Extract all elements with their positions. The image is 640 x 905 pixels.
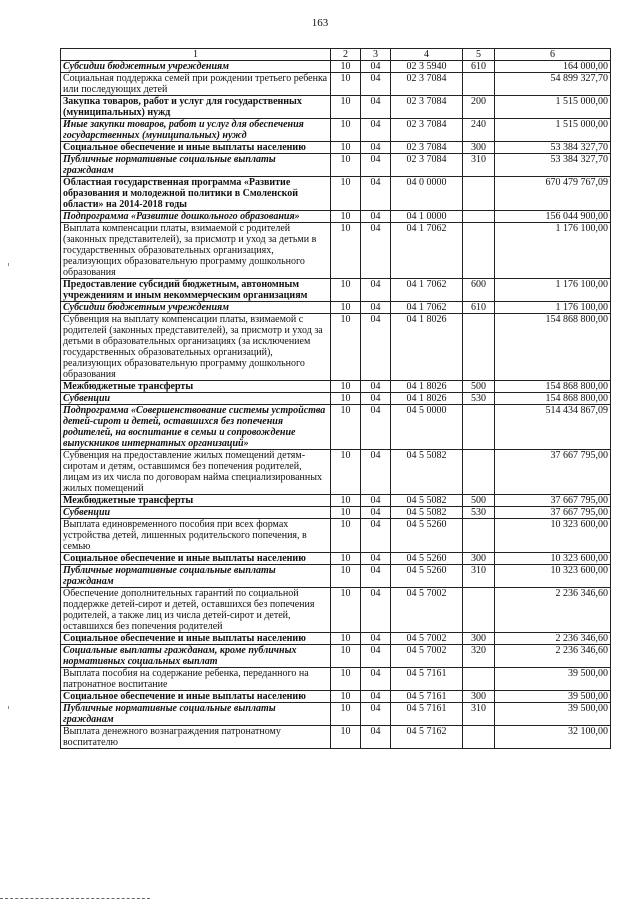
- row-name: Социальные выплаты гражданам, кроме публичных нормативных социальных выплат: [61, 645, 331, 668]
- row-name: Межбюджетные трансферты: [61, 381, 331, 393]
- row-section: 10: [331, 703, 361, 726]
- row-sum: 514 434 867,09: [495, 405, 611, 450]
- table-row: [61, 633, 611, 645]
- row-expense-type: [463, 726, 495, 749]
- row-sum: 154 868 800,00: [495, 314, 611, 381]
- row-subsection: 04: [361, 73, 391, 96]
- row-section: 10: [331, 279, 361, 302]
- row-expense-type: [463, 519, 495, 553]
- row-name: Субсидии бюджетным учреждениям: [61, 302, 331, 314]
- row-name: Социальная поддержка семей при рождении третьего ребенка или последующих детей: [61, 73, 331, 96]
- row-section: 10: [331, 691, 361, 703]
- row-sum: 53 384 327,70: [495, 142, 611, 154]
- row-expense-type: 200: [463, 96, 495, 119]
- row-sum: 37 667 795,00: [495, 495, 611, 507]
- row-sum: 32 100,00: [495, 726, 611, 749]
- row-expense-type: [463, 405, 495, 450]
- header-subsection: 3: [361, 49, 391, 61]
- row-subsection: 04: [361, 211, 391, 223]
- table-row: [61, 519, 611, 553]
- row-name: Социальное обеспечение и иные выплаты населению: [61, 553, 331, 565]
- row-expense-type: 300: [463, 633, 495, 645]
- row-section: 10: [331, 450, 361, 495]
- row-expense-type: [463, 588, 495, 633]
- row-article: 02 3 5940: [391, 61, 463, 73]
- row-article: 04 5 5082: [391, 507, 463, 519]
- table-row: [61, 302, 611, 314]
- row-sum: 39 500,00: [495, 691, 611, 703]
- row-expense-type: 530: [463, 507, 495, 519]
- row-article: 04 1 8026: [391, 381, 463, 393]
- row-name: Субвенции: [61, 507, 331, 519]
- row-subsection: 04: [361, 314, 391, 381]
- row-section: 10: [331, 211, 361, 223]
- row-name: Социальное обеспечение и иные выплаты населению: [61, 691, 331, 703]
- row-section: 10: [331, 519, 361, 553]
- row-section: 10: [331, 645, 361, 668]
- row-expense-type: [463, 668, 495, 691]
- row-sum: 2 236 346,60: [495, 588, 611, 633]
- table-row: [61, 645, 611, 668]
- row-expense-type: [463, 211, 495, 223]
- row-article: 02 3 7084: [391, 73, 463, 96]
- row-section: 10: [331, 314, 361, 381]
- row-article: 04 5 7161: [391, 691, 463, 703]
- table-body: [61, 61, 611, 749]
- row-subsection: 04: [361, 177, 391, 211]
- row-subsection: 04: [361, 279, 391, 302]
- row-section: 10: [331, 507, 361, 519]
- row-sum: 1 176 100,00: [495, 302, 611, 314]
- table-row: [61, 119, 611, 142]
- row-expense-type: [463, 223, 495, 279]
- row-name: Субвенция на предоставление жилых помещений детям-сиротам и детям, оставшимся без попечения родителей, лицам из их числа по договорам найма специализированных жилых помещений: [61, 450, 331, 495]
- header-section: 2: [331, 49, 361, 61]
- row-article: 04 5 7002: [391, 633, 463, 645]
- table-row: [61, 393, 611, 405]
- table-row: [61, 381, 611, 393]
- row-sum: 156 044 900,00: [495, 211, 611, 223]
- table-row: [61, 691, 611, 703]
- table-row: [61, 565, 611, 588]
- row-section: 10: [331, 393, 361, 405]
- row-name: Выплата пособия на содержание ребенка, переданного на патронатное воспитание: [61, 668, 331, 691]
- table-row: [61, 726, 611, 749]
- row-sum: 154 868 800,00: [495, 381, 611, 393]
- table-row: [61, 96, 611, 119]
- row-article: 04 5 5260: [391, 553, 463, 565]
- row-article: 04 5 5260: [391, 565, 463, 588]
- margin-mark: [8, 263, 9, 266]
- row-article: 04 1 8026: [391, 314, 463, 381]
- row-section: 10: [331, 668, 361, 691]
- row-name: Межбюджетные трансферты: [61, 495, 331, 507]
- table-row: [61, 703, 611, 726]
- row-article: 02 3 7084: [391, 142, 463, 154]
- row-subsection: 04: [361, 691, 391, 703]
- row-expense-type: 300: [463, 691, 495, 703]
- row-expense-type: [463, 450, 495, 495]
- row-article: 04 5 0000: [391, 405, 463, 450]
- row-article: 04 1 0000: [391, 211, 463, 223]
- row-section: 10: [331, 73, 361, 96]
- row-section: 10: [331, 553, 361, 565]
- margin-mark: [8, 706, 9, 709]
- row-expense-type: 530: [463, 393, 495, 405]
- row-article: 04 0 0000: [391, 177, 463, 211]
- row-name: Социальное обеспечение и иные выплаты населению: [61, 633, 331, 645]
- row-subsection: 04: [361, 61, 391, 73]
- row-name: Подпрограмма «Совершенствование системы устройства детей-сирот и детей, оставшихся без попечения родителей, на воспитание в семьи и сопровождение выпускников интернатных организаций»: [61, 405, 331, 450]
- row-subsection: 04: [361, 553, 391, 565]
- row-subsection: 04: [361, 223, 391, 279]
- row-subsection: 04: [361, 519, 391, 553]
- row-expense-type: 500: [463, 495, 495, 507]
- row-subsection: 04: [361, 381, 391, 393]
- row-name: Субвенция на выплату компенсации платы, взимаемой с родителей (законных представителей), за присмотр и уход за детьми в образовательных организациях (за исключением государственных образовательных организаций), реализующих образовательную программу дошкольного образования: [61, 314, 331, 381]
- row-section: 10: [331, 588, 361, 633]
- row-subsection: 04: [361, 302, 391, 314]
- row-article: 04 1 7062: [391, 223, 463, 279]
- row-name: Обеспечение дополнительных гарантий по социальной поддержке детей-сирот и детей, оставшихся без попечения родителей, а также лиц из числа детей-сирот и детей, оставшихся без попечения родителей: [61, 588, 331, 633]
- table-row: [61, 588, 611, 633]
- row-article: 04 5 7002: [391, 588, 463, 633]
- row-subsection: 04: [361, 450, 391, 495]
- row-name: Публичные нормативные социальные выплаты гражданам: [61, 703, 331, 726]
- row-name: Социальное обеспечение и иные выплаты населению: [61, 142, 331, 154]
- table-row: [61, 450, 611, 495]
- table-row: [61, 495, 611, 507]
- row-section: 10: [331, 633, 361, 645]
- row-subsection: 04: [361, 565, 391, 588]
- row-article: 04 5 5260: [391, 519, 463, 553]
- row-expense-type: 300: [463, 553, 495, 565]
- table-row: [61, 142, 611, 154]
- row-subsection: 04: [361, 142, 391, 154]
- table-row: [61, 73, 611, 96]
- row-expense-type: 310: [463, 565, 495, 588]
- row-section: 10: [331, 142, 361, 154]
- row-name: Подпрограмма «Развитие дошкольного образования»: [61, 211, 331, 223]
- row-sum: 164 000,00: [495, 61, 611, 73]
- row-article: 04 1 7062: [391, 302, 463, 314]
- row-name: Иные закупки товаров, работ и услуг для обеспечения государственных (муниципальных) нужд: [61, 119, 331, 142]
- row-article: 04 5 7162: [391, 726, 463, 749]
- row-name: Областная государственная программа «Развитие образования и молодежной политики в Смоленской области» на 2014-2018 годы: [61, 177, 331, 211]
- row-sum: 1 176 100,00: [495, 279, 611, 302]
- row-name: Предоставление субсидий бюджетным, автономным учреждениям и иным некоммерческим организациям: [61, 279, 331, 302]
- row-expense-type: 310: [463, 154, 495, 177]
- row-name: Выплата денежного вознаграждения патронатному воспитателю: [61, 726, 331, 749]
- row-sum: 10 323 600,00: [495, 553, 611, 565]
- row-expense-type: [463, 73, 495, 96]
- table-row: [61, 154, 611, 177]
- row-name: Субвенции: [61, 393, 331, 405]
- row-expense-type: 610: [463, 61, 495, 73]
- row-expense-type: [463, 177, 495, 211]
- row-section: 10: [331, 96, 361, 119]
- row-sum: 1 515 000,00: [495, 96, 611, 119]
- table-row: [61, 553, 611, 565]
- row-article: 04 5 5082: [391, 495, 463, 507]
- row-sum: 154 868 800,00: [495, 393, 611, 405]
- row-section: 10: [331, 302, 361, 314]
- row-article: 04 5 7002: [391, 645, 463, 668]
- row-subsection: 04: [361, 633, 391, 645]
- row-sum: 2 236 346,60: [495, 633, 611, 645]
- row-subsection: 04: [361, 393, 391, 405]
- row-subsection: 04: [361, 668, 391, 691]
- row-subsection: 04: [361, 726, 391, 749]
- table-row: [61, 668, 611, 691]
- table-row: [61, 61, 611, 73]
- row-expense-type: 600: [463, 279, 495, 302]
- row-subsection: 04: [361, 507, 391, 519]
- table-row: [61, 507, 611, 519]
- row-expense-type: 310: [463, 703, 495, 726]
- row-name: Публичные нормативные социальные выплаты гражданам: [61, 565, 331, 588]
- row-sum: 1 515 000,00: [495, 119, 611, 142]
- row-sum: 53 384 327,70: [495, 154, 611, 177]
- row-sum: 10 323 600,00: [495, 565, 611, 588]
- row-section: 10: [331, 177, 361, 211]
- row-section: 10: [331, 405, 361, 450]
- row-subsection: 04: [361, 96, 391, 119]
- budget-table: [60, 48, 611, 749]
- row-article: 04 1 7062: [391, 279, 463, 302]
- row-article: 02 3 7084: [391, 96, 463, 119]
- row-name: Выплата единовременного пособия при всех формах устройства детей, лишенных родительского попечения, в семью: [61, 519, 331, 553]
- row-expense-type: 500: [463, 381, 495, 393]
- row-section: 10: [331, 726, 361, 749]
- row-article: 04 5 7161: [391, 703, 463, 726]
- row-expense-type: [463, 314, 495, 381]
- table-row: [61, 405, 611, 450]
- row-section: 10: [331, 223, 361, 279]
- row-section: 10: [331, 495, 361, 507]
- row-sum: 2 236 346,60: [495, 645, 611, 668]
- row-expense-type: 240: [463, 119, 495, 142]
- header-sum: 6: [495, 49, 611, 61]
- row-name: Выплата компенсации платы, взимаемой с родителей (законных представителей), за присмотр и уход за детьми в государственных образовательных организациях, реализующих образовательную программу дошкольного образования: [61, 223, 331, 279]
- table-row: [61, 177, 611, 211]
- row-name: Закупка товаров, работ и услуг для государственных (муниципальных) нужд: [61, 96, 331, 119]
- row-subsection: 04: [361, 645, 391, 668]
- row-section: 10: [331, 154, 361, 177]
- row-article: 04 1 8026: [391, 393, 463, 405]
- row-sum: 37 667 795,00: [495, 507, 611, 519]
- row-expense-type: 300: [463, 142, 495, 154]
- row-name: Субсидии бюджетным учреждениям: [61, 61, 331, 73]
- header-name: 1: [61, 49, 331, 61]
- row-section: 10: [331, 381, 361, 393]
- row-section: 10: [331, 61, 361, 73]
- table-row: [61, 223, 611, 279]
- page-number: 163: [311, 17, 329, 29]
- row-article: 04 5 7161: [391, 668, 463, 691]
- row-subsection: 04: [361, 703, 391, 726]
- row-sum: 37 667 795,00: [495, 450, 611, 495]
- row-article: 04 5 5082: [391, 450, 463, 495]
- table-row: [61, 279, 611, 302]
- row-section: 10: [331, 119, 361, 142]
- row-subsection: 04: [361, 588, 391, 633]
- row-article: 02 3 7084: [391, 119, 463, 142]
- scan-edge-mark: [0, 896, 150, 899]
- row-name: Публичные нормативные социальные выплаты гражданам: [61, 154, 331, 177]
- row-sum: 39 500,00: [495, 668, 611, 691]
- row-article: 02 3 7084: [391, 154, 463, 177]
- row-subsection: 04: [361, 405, 391, 450]
- row-sum: 39 500,00: [495, 703, 611, 726]
- row-expense-type: 320: [463, 645, 495, 668]
- header-article: 4: [391, 49, 463, 61]
- table-row: [61, 211, 611, 223]
- row-subsection: 04: [361, 119, 391, 142]
- table-row: [61, 314, 611, 381]
- row-sum: 670 479 767,09: [495, 177, 611, 211]
- row-sum: 54 899 327,70: [495, 73, 611, 96]
- row-sum: 1 176 100,00: [495, 223, 611, 279]
- row-subsection: 04: [361, 154, 391, 177]
- header-expense-type: 5: [463, 49, 495, 61]
- row-expense-type: 610: [463, 302, 495, 314]
- row-section: 10: [331, 565, 361, 588]
- row-sum: 10 323 600,00: [495, 519, 611, 553]
- row-subsection: 04: [361, 495, 391, 507]
- table-header-row: [61, 49, 611, 61]
